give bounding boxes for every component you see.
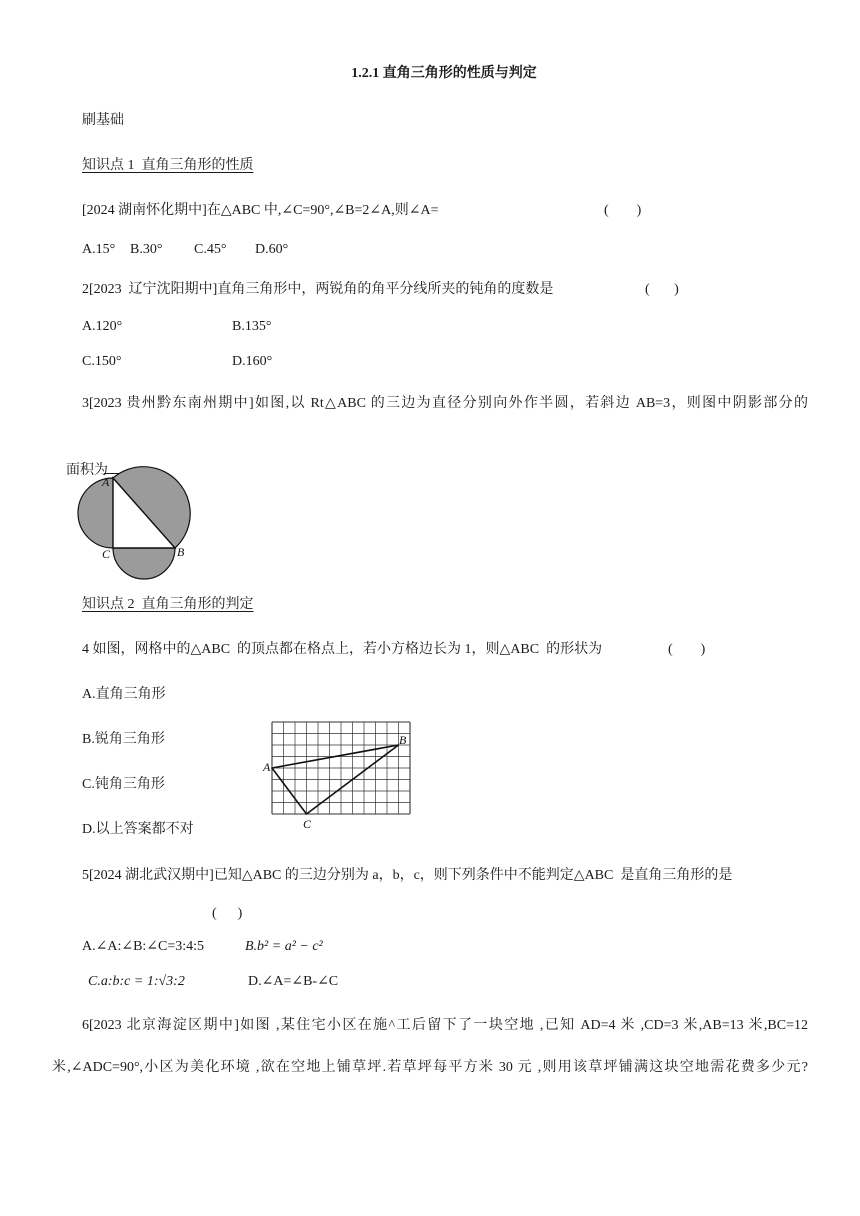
q1-option-b: B.30° bbox=[130, 242, 163, 257]
knowledge-point-1-heading: 知识点 1 直角三角形的性质 bbox=[82, 158, 254, 173]
vertex-label-a: A bbox=[102, 475, 110, 489]
q4-answer-bracket: ( ) bbox=[668, 642, 706, 657]
q3-stem-prefix: 面积为 bbox=[66, 463, 108, 478]
q2-option-b: B.135° bbox=[232, 319, 272, 334]
vertex-label-b: B bbox=[177, 545, 185, 559]
grid-vertex-label-a: A bbox=[263, 760, 271, 774]
practice-label: 刷基础 bbox=[82, 113, 124, 128]
q2-option-a: A.120° bbox=[82, 319, 123, 334]
q4-option-a: A.直角三角形 bbox=[82, 687, 166, 702]
q1-option-a: A.15° bbox=[82, 242, 116, 257]
q1-option-d: D.60° bbox=[255, 242, 289, 257]
page-title: 1.2.1 直角三角形的性质与判定 bbox=[351, 66, 537, 81]
q4-option-d: D.以上答案都不对 bbox=[82, 822, 194, 837]
q2-answer-bracket: ( ) bbox=[645, 282, 679, 297]
q5-answer-bracket: ( ) bbox=[212, 906, 243, 921]
semicircles-figure bbox=[72, 460, 197, 585]
grid-vertex-label-c: C bbox=[303, 817, 312, 831]
q1-option-c: C.45° bbox=[194, 242, 227, 257]
q5-option-d: D.∠A=∠B-∠C bbox=[248, 974, 339, 989]
q2-option-c: C.150° bbox=[82, 354, 122, 369]
grid bbox=[272, 722, 410, 814]
q6-stem-line-2: 米,∠ADC=90°,小区为美化环境 ,欲在空地上铺草坪.若草坪每平方米 30 元 ,则用该草坪铺满这块空地需花费多少元? bbox=[52, 1060, 808, 1075]
q1-stem: [2024 湖南怀化期中]在△ABC 中,∠C=90°,∠B=2∠A,则∠A= bbox=[82, 203, 439, 218]
q6-stem-line-1: 6[2023 北京海淀区期中]如图 ,某住宅小区在施^工后留下了一块空地 ,已知 AD=4 米 ,CD=3 米,AB=13 米,BC=12 bbox=[82, 1018, 808, 1033]
q1-answer-bracket: ( ) bbox=[604, 203, 642, 218]
q4-option-b: B.锐角三角形 bbox=[82, 732, 165, 747]
semicircle-on-bc bbox=[113, 548, 175, 579]
grid-figure bbox=[262, 712, 422, 834]
knowledge-point-2-heading: 知识点 2 直角三角形的判定 bbox=[82, 597, 254, 612]
q3-stem-line-1: 3[2023 贵州黔东南州期中]如图,以 Rt△ABC 的三边为直径分别向外作半圆，若斜边 AB=3，则图中阴影部分的 bbox=[82, 396, 808, 411]
q4-stem: 4 如图，网格中的△ABC 的顶点都在格点上，若小方格边长为 1，则△ABC 的形状为 bbox=[82, 642, 603, 657]
grid-vertex-label-b: B bbox=[399, 733, 407, 747]
q4-option-c: C.钝角三角形 bbox=[82, 777, 165, 792]
q5-stem: 5[2024 湖北武汉期中]已知△ABC 的三边分别为 a，b，c，则下列条件中不能判定△ABC 是直角三角形的是 bbox=[82, 868, 733, 883]
q2-option-d: D.160° bbox=[232, 354, 273, 369]
vertex-label-c: C bbox=[102, 547, 111, 561]
q5-option-b: B.b² = a² − c² bbox=[245, 939, 323, 954]
q5-option-c: C.a:b:c = 1:√3:2 bbox=[88, 974, 185, 989]
q5-option-a: A.∠A:∠B:∠C=3:4:5 bbox=[82, 939, 205, 954]
q2-stem: 2[2023 辽宁沈阳期中]直角三角形中，两锐角的角平分线所夹的钝角的度数是 bbox=[82, 282, 554, 297]
